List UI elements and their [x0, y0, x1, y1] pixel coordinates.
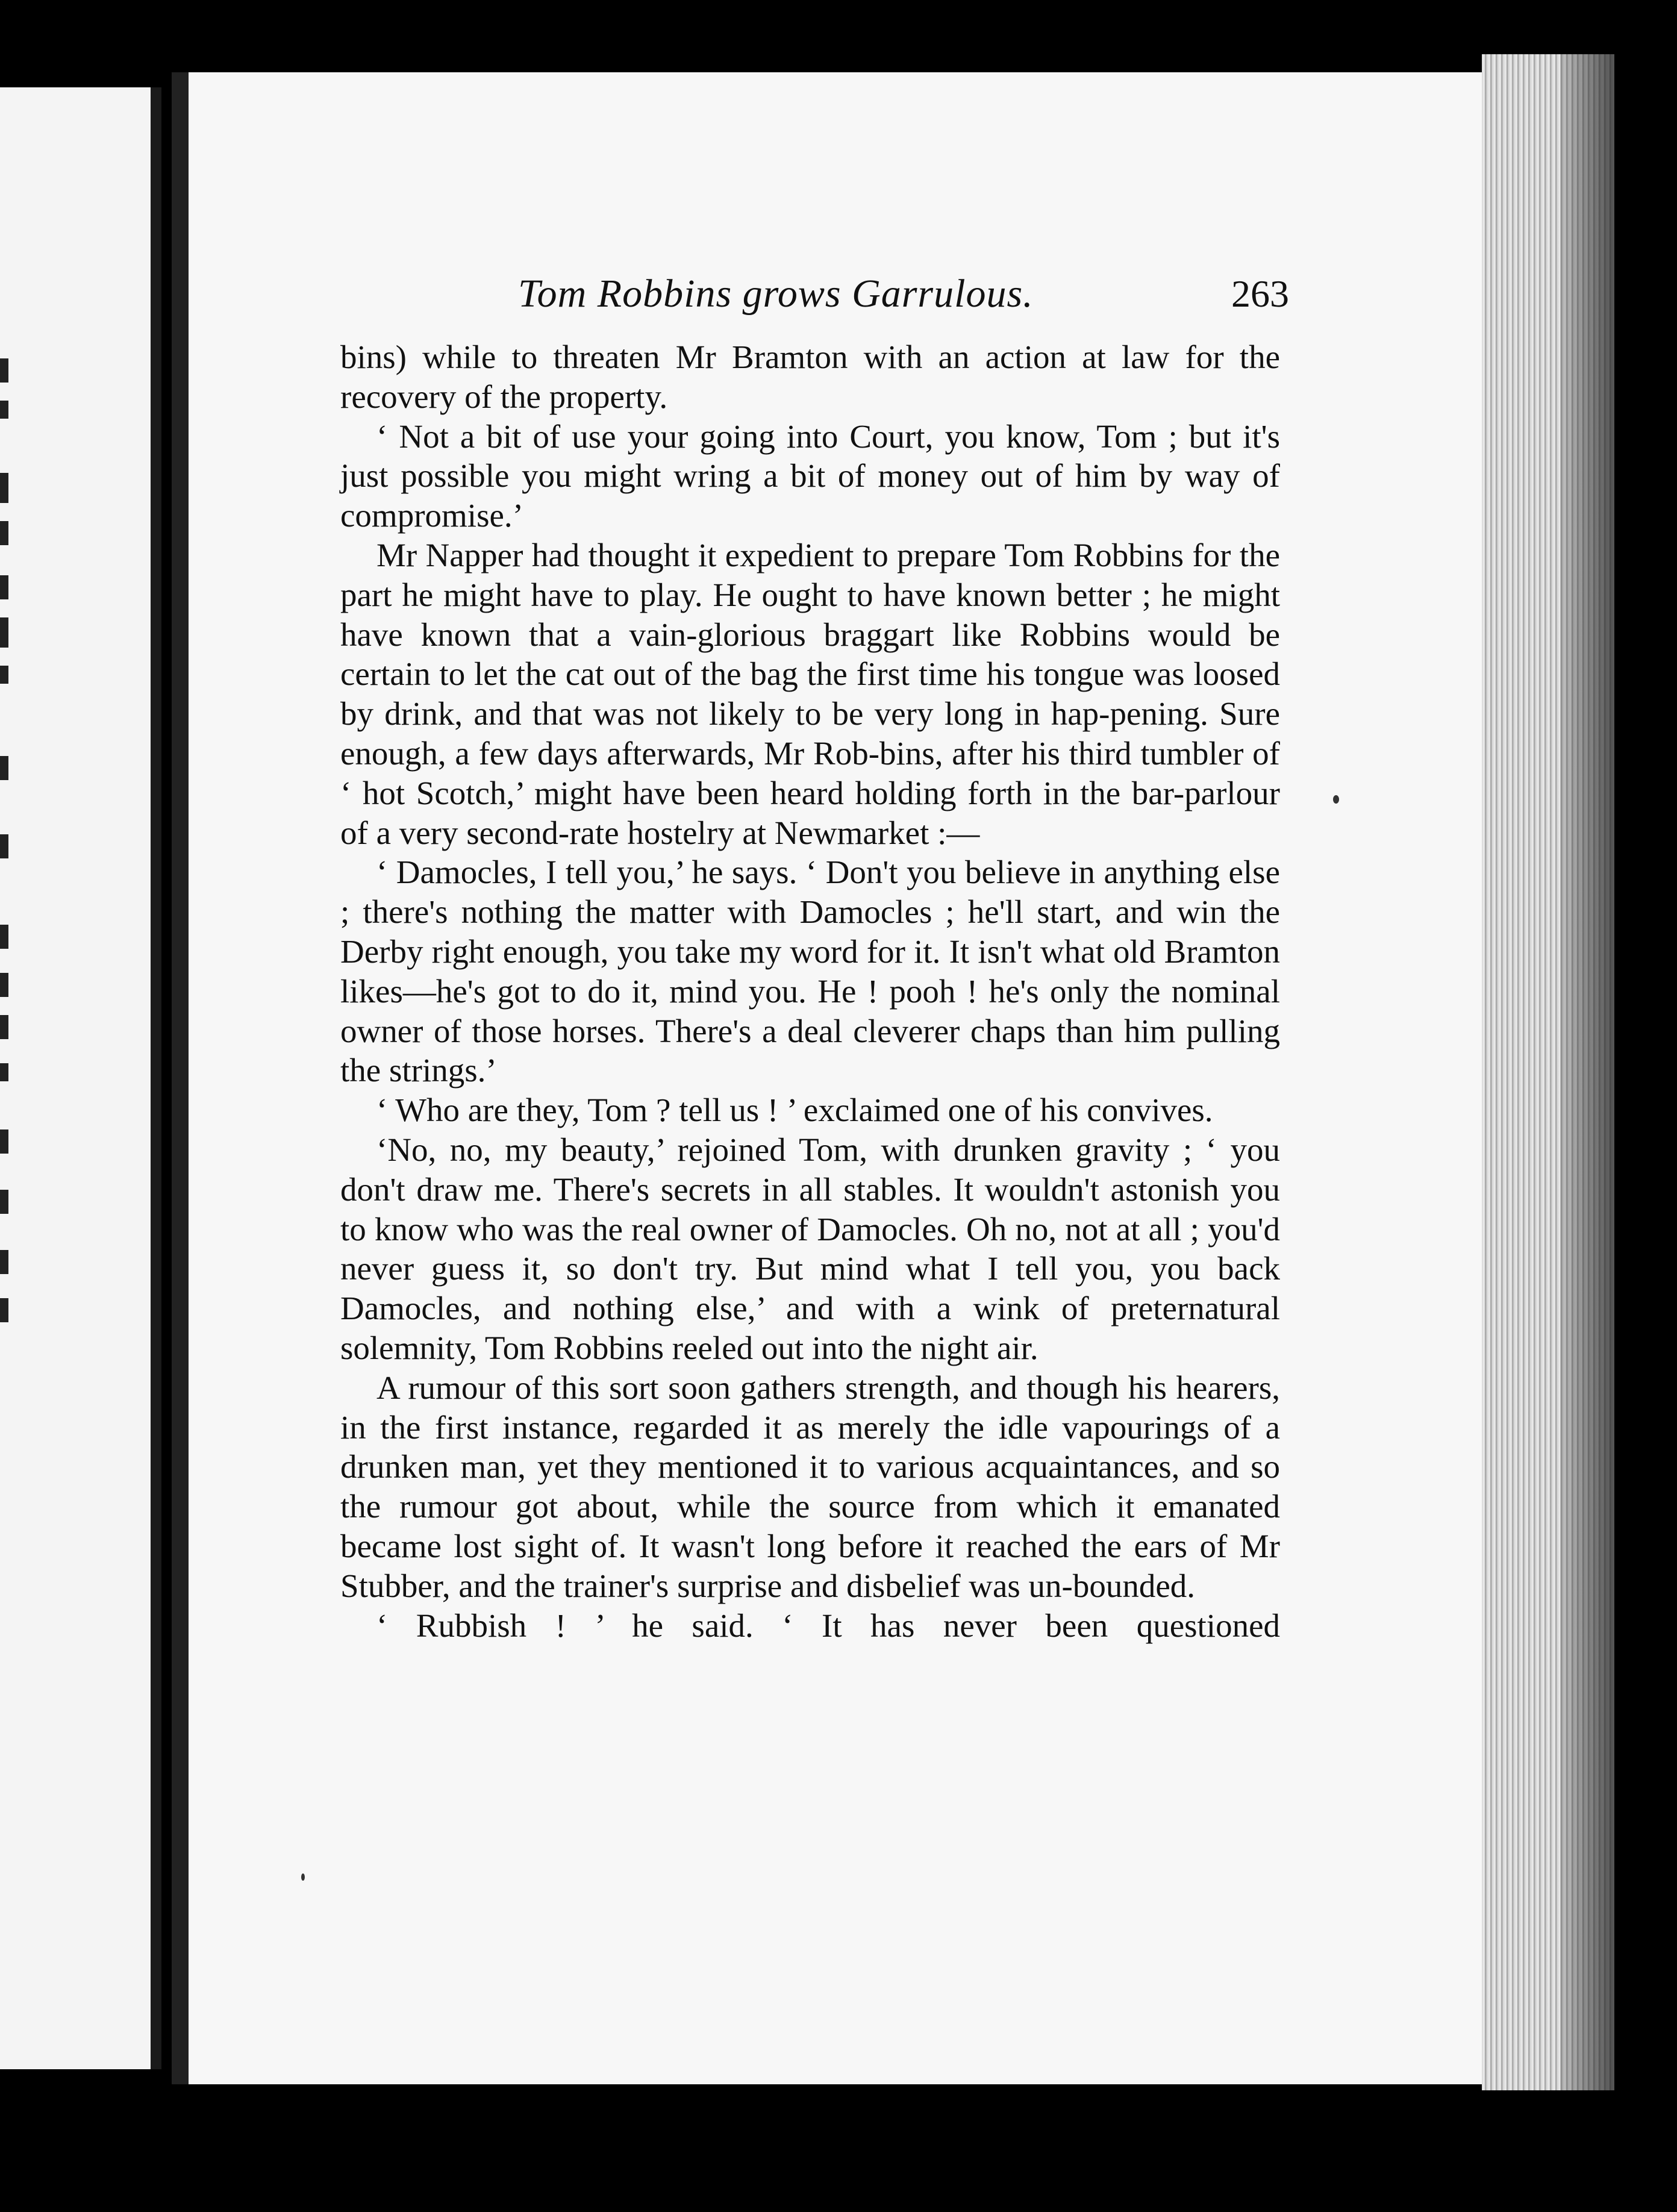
body-text — [340, 337, 1280, 1645]
scan-speck — [301, 1873, 305, 1881]
paragraph: ‘ Who are they, Tom ? tell us ! ’ exclaimed one of his convives. — [376, 1092, 1213, 1129]
scan-speck — [1333, 795, 1339, 804]
running-header — [518, 271, 1289, 331]
paragraph: Mr Napper had thought it expedient to prepare Tom Robbins for the part he might have to play. He ought to have known better ; he might have known that a vain-glorious braggart like Robbins would be certain to let the cat out of the bag the first time his tongue was loosed by drink, and that was not likely to be very long in hap-pening. Sure enough, a few days afterwards, Mr Rob-bins, after his third tumbler of ‘ hot Scotch,’ might have been heard holding forth in the bar-parlour of a very second-rate hostelry at Newmarket :— — [340, 536, 1280, 851]
left-page-text-fragments — [0, 87, 18, 2069]
paragraph: ‘ Rubbish ! ’ he said. ‘ It has never been questioned — [376, 1607, 1280, 1644]
page-block-shadow — [1560, 54, 1614, 2090]
paragraph: ‘No, no, my beauty,’ rejoined Tom, with drunken gravity ; ‘ you don't draw me. There's secrets in all stables. It wouldn't astonish you to know who was the real owner of Damocles. Oh no, not at all ; you'd never guess it, so don't try. But mind what I tell you, you back Damocles, and nothing else,’ and with a wink of preternatural solemnity, Tom Robbins reeled out into the night air. — [340, 1131, 1280, 1366]
paragraph: bins) while to threaten Mr Bramton with an action at law for the recovery of the property. — [340, 339, 1280, 415]
paragraph: ‘ Not a bit of use your going into Court, you know, Tom ; but it's just possible you might wring a bit of money out of him by way of compromise.’ — [340, 417, 1280, 534]
page-number: 263 — [1231, 272, 1289, 315]
paragraph: ‘ Damocles, I tell you,’ he says. ‘ Don't you believe in anything else ; there's nothing the matter with Damocles ; he'll start, and win the Derby right enough, you take my word for it. It isn't what old Bramton likes—he's got to do it, mind you. He ! pooh ! he's only the nominal owner of those horses. There's a deal cleverer chaps than him pulling the strings.’ — [340, 854, 1280, 1089]
running-title: Tom Robbins grows Garrulous. — [518, 272, 1034, 316]
left-facing-page — [0, 87, 161, 2069]
paragraph: A rumour of this sort soon gathers strength, and though his hearers, in the first instance, regarded it as merely the idle vapourings of a drunken man, yet they mentioned it to various acquaintances, and so the rumour got about, while the source from which it emanated became lost sight of. It wasn't long before it reached the ears of Mr Stubber, and the trainer's surprise and disbelief was un-bounded. — [340, 1369, 1280, 1604]
